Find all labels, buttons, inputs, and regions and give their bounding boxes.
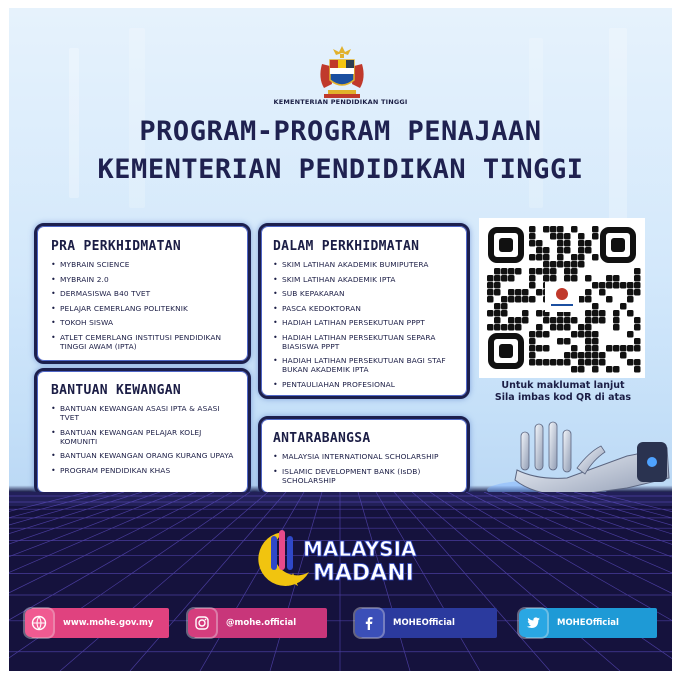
pra-perkhidmatan-panel (34, 223, 251, 364)
list-item: • HADIAH LATIHAN PERSEKUTUAN BAGI STAF BUKAN AKADEMIK IPTA (273, 356, 459, 374)
panel-heading: ANTARABANGSA (273, 431, 371, 446)
list-item: • PELAJAR CEMERLANG POLITEKNIK (51, 304, 238, 313)
instagram-link[interactable] (194, 608, 327, 638)
antarabangsa-panel (258, 416, 470, 496)
panel-heading: DALAM PERKHIDMATAN (273, 239, 420, 254)
list-item: • SKIM LATIHAN AKADEMIK BUMIPUTERA (273, 260, 459, 269)
program-list (273, 260, 459, 389)
page-title-line1: PROGRAM-PROGRAM PENAJAAN (139, 116, 542, 147)
facebook-icon (355, 609, 383, 637)
ministry-label: KEMENTERIAN PENDIDIKAN TINGGI (273, 98, 408, 106)
list-item: • BANTUAN KEWANGAN ASASI IPTA & ASASI TVET (51, 404, 238, 422)
list-item: • MYBRAIN SCIENCE (51, 260, 238, 269)
list-item: • PROGRAM PENDIDIKAN KHAS (51, 466, 238, 475)
list-item: • TOKOH SISWA (51, 318, 238, 327)
bantuan-kewangan-panel (34, 368, 251, 496)
website-link[interactable] (31, 608, 169, 638)
program-list (273, 452, 459, 485)
twitter-link[interactable] (525, 608, 657, 638)
facebook-link[interactable] (361, 608, 497, 638)
list-item: • BANTUAN KEWANGAN ORANG KURANG UPAYA (51, 451, 238, 460)
page-title-line2: KEMENTERIAN PENDIDIKAN TINGGI (97, 154, 584, 185)
twitter-icon (519, 609, 547, 637)
coat-of-arms-logo (314, 44, 370, 102)
list-item: • HADIAH LATIHAN PERSEKUTUAN PPPT (273, 318, 459, 327)
list-item: • MYBRAIN 2.0 (51, 275, 238, 284)
qr-caption (477, 380, 649, 404)
instagram-label: @mohe.official (226, 618, 297, 628)
qr-code[interactable] (479, 218, 645, 378)
list-item: • ATLET CEMERLANG INSTITUSI PENDIDIKAN TINGGI AWAM (IPTA) (51, 333, 238, 351)
madani-line2: MADANI (313, 561, 414, 586)
list-item: • SKIM LATIHAN AKADEMIK IPTA (273, 275, 459, 284)
list-item: • HADIAH LATIHAN PERSEKUTUAN SEPARA BIASISWA PPPT (273, 333, 459, 351)
malaysia-madani-logo (257, 526, 427, 588)
program-list (51, 260, 238, 351)
list-item: • DERMASISWA B40 TVET (51, 289, 238, 298)
list-item: • PENTAULIAHAN PROFESIONAL (273, 380, 459, 389)
qr-caption-line2: Sila imbas kod QR di atas (494, 392, 632, 403)
list-item: • PASCA KEDOKTORAN (273, 304, 459, 313)
list-item: • ISLAMIC DEVELOPMENT BANK (IsDB) SCHOLARSHIP (273, 467, 459, 485)
poster (9, 8, 672, 671)
program-list (51, 404, 238, 475)
website-label: www.mohe.gov.my (63, 618, 154, 628)
list-item: • MALAYSIA INTERNATIONAL SCHOLARSHIP (273, 452, 459, 461)
globe-icon (25, 609, 53, 637)
panel-heading: PRA PERKHIDMATAN (51, 239, 182, 254)
panel-heading: BANTUAN KEWANGAN (51, 383, 182, 398)
list-item: • SUB KEPAKARAN (273, 289, 459, 298)
twitter-label: MOHEOfficial (557, 618, 619, 628)
dalam-perkhidmatan-panel (258, 223, 470, 399)
instagram-icon (188, 609, 216, 637)
facebook-label: MOHEOfficial (393, 618, 455, 628)
madani-line1: MALAYSIA (303, 537, 417, 561)
qr-caption-line1: Untuk maklumat lanjut (501, 380, 625, 391)
list-item: • BANTUAN KEWANGAN PELAJAR KOLEJ KOMUNITI (51, 428, 238, 446)
